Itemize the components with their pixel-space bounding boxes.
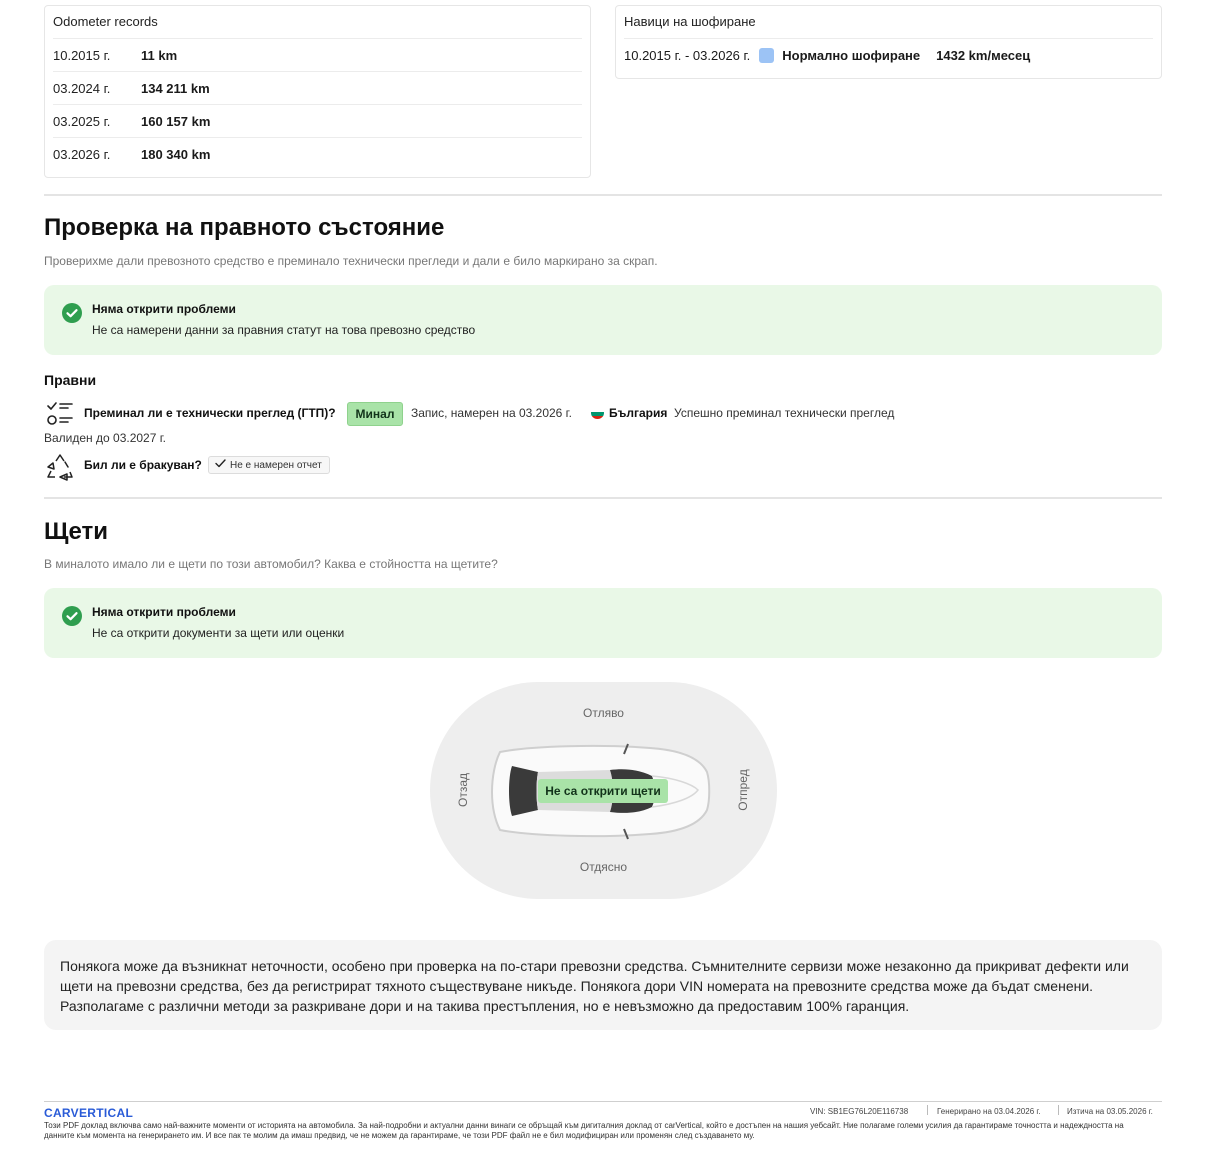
scrapped-status-badge <box>208 456 330 474</box>
legal-subsection-label: Правни <box>44 372 97 388</box>
driving-habits-card <box>615 5 1162 79</box>
inspection-status-badge: Минал <box>347 402 403 426</box>
inspection-country: България <box>609 406 668 420</box>
footer-separator <box>1058 1105 1059 1115</box>
damage-status-title: Няма открити проблеми <box>92 605 236 619</box>
odometer-value: 134 211 km <box>141 80 210 96</box>
legal-status-text: Не са намерени данни за правния статут на това превозно средство <box>92 323 476 337</box>
inspection-result: Успешно преминал технически преглед <box>674 406 895 420</box>
odometer-title: Odometer records <box>53 14 158 29</box>
scrapped-status-text: Не е намерен отчет <box>230 459 322 471</box>
carvertical-logo: CARVERTICAL <box>44 1106 134 1120</box>
odometer-value: 180 340 km <box>141 146 211 162</box>
footer-generated: Генерирано на 03.04.2026 г. <box>937 1107 1041 1116</box>
footer-vin: VIN: SB1EG76L20E116738 <box>810 1107 909 1116</box>
legal-section-title: Проверка на правното състояние <box>44 214 445 241</box>
footer-separator <box>927 1105 928 1115</box>
section-divider <box>44 497 1162 499</box>
footer-disclaimer: Този PDF доклад включва само най-важните моменти от историята на автомобила. За най-подробни и актуални данни винаги се обръщай към дигиталния доклад от carVertical, който е достъпен на нашия уебсайт. Ние полагаме големи усилия да гарантираме точността и надеждността на данните към момента на генерирането им. И все пак те молим да имаш предвид, че не можем да гарантираме, че този PDF файл не е бил модифициран или променян след създаването му. <box>44 1121 1124 1140</box>
accuracy-note: Понякога може да възникнат неточности, особено при проверка на по-стари превозни средства. Съмнителните сервизи може незаконно да прикриват дефекти или щети на превозни средства, без да регистрират тяхното съществуване никъде. Понякога дори VIN номерата на превозните средства може да бъдат сменени. Разполагаме с различни методи за разкриване дори и на такива престъпления, но е невъзможно да предоставим 100% гаранция. <box>44 940 1162 1030</box>
damage-rear-label: Отзад <box>456 773 470 808</box>
damage-diagram <box>430 682 777 899</box>
driving-habit-period: 10.2015 г. - 03.2026 г. <box>624 47 751 63</box>
check-circle-icon <box>62 606 82 626</box>
odometer-date: 03.2024 г. <box>53 80 111 96</box>
table-row <box>53 137 582 170</box>
scrapped-question: Бил ли е бракуван? <box>84 458 202 472</box>
damage-status-box <box>44 588 1162 658</box>
checklist-icon <box>46 400 74 428</box>
footer-expires: Изтича на 03.05.2026 г. <box>1067 1107 1153 1116</box>
inspection-record: Запис, намерен на 03.2026 г. <box>411 406 572 420</box>
odometer-date: 10.2015 г. <box>53 47 111 63</box>
table-row <box>53 71 582 104</box>
inspection-valid-until: Валиден до 03.2027 г. <box>44 431 166 445</box>
driving-habit-value: 1432 km/месец <box>936 47 1031 63</box>
damage-section-subtitle: В миналото имало ли е щети по този автомобил? Каква е стойността на щетите? <box>44 557 498 571</box>
odometer-card <box>44 5 591 178</box>
driving-habit-type: Нормално шофиране <box>782 47 921 63</box>
table-row <box>53 38 582 71</box>
damage-front-label: Отпред <box>736 769 750 811</box>
damage-side-right-label: Отдясно <box>579 860 628 874</box>
checkmark-icon <box>215 459 226 471</box>
legal-status-box <box>44 285 1162 355</box>
driving-habit-row <box>624 38 1153 71</box>
odometer-value: 160 157 km <box>141 113 211 129</box>
driving-habit-color-swatch <box>759 48 774 63</box>
damage-status-text: Не са открити документи за щети или оценки <box>92 626 345 640</box>
check-circle-icon <box>62 303 82 323</box>
odometer-date: 03.2026 г. <box>53 146 111 162</box>
bulgaria-flag-icon <box>591 407 604 419</box>
legal-status-title: Няма открити проблеми <box>92 302 236 316</box>
no-damage-badge: Не са открити щети <box>538 779 668 803</box>
table-row <box>53 104 582 137</box>
inspection-question: Преминал ли е технически преглед (ГТП)? <box>84 406 336 420</box>
odometer-date: 03.2025 г. <box>53 113 111 129</box>
damage-section-title: Щети <box>44 518 108 545</box>
section-divider <box>44 194 1162 196</box>
footer-divider <box>44 1101 1162 1102</box>
recycle-icon <box>45 452 75 482</box>
legal-section-subtitle: Проверихме дали превозното средство е преминало технически прегледи и дали е било маркирано за скрап. <box>44 254 658 268</box>
damage-side-left-label: Отляво <box>583 706 624 720</box>
driving-habits-title: Навици на шофиране <box>624 14 756 29</box>
odometer-value: 11 km <box>141 47 178 63</box>
